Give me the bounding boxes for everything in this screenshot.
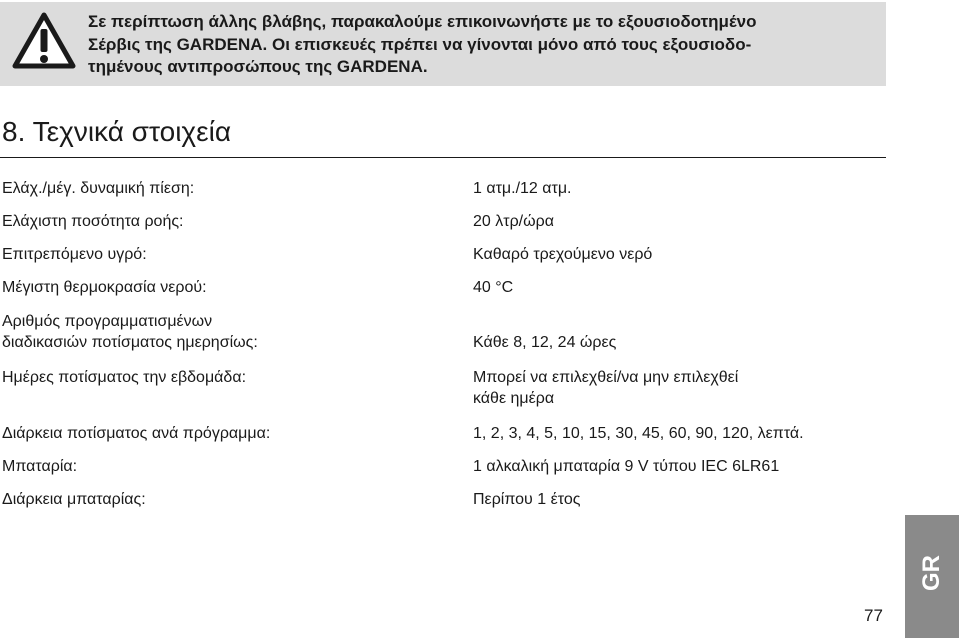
language-tab [905,515,959,638]
spec-label-watering-days: Ημέρες ποτίσματος την εβδομάδα: [2,369,247,386]
spec-label-programs-per-day: Αριθμός προγραμματισμένων διαδικασιών ποτίσματος ημερησίως: [2,313,258,351]
spec-value-battery-life: Περίπου 1 έτος [473,491,581,508]
spec-label-battery: Μπαταρία: [2,458,78,475]
spec-label-max-temperature: Μέγιστη θερμοκρασία νερού: [2,279,207,296]
spec-value-programs-per-day: Κάθε 8, 12, 24 ώρες [473,334,617,351]
language-tab-label: GR [918,555,945,591]
spec-value-min-flow: 20 λτρ/ώρα [473,213,554,230]
warning-notice [0,2,886,86]
warning-line: Σέρβις της GARDENA. Οι επισκευές πρέπει να γίνονται μόνο από τους εξουσιοδο- [88,34,752,54]
section-title: 8. Τεχνικά στοιχεία [2,116,232,147]
spec-value-battery: 1 αλκαλική μπαταρία 9 V τύπου IEC 6LR61 [473,458,780,475]
spec-value-watering-duration: 1, 2, 3, 4, 5, 10, 15, 30, 45, 60, 90, 120, λεπτά. [473,425,804,442]
spec-label-fluid: Επιτρεπόμενο υγρό: [2,246,147,263]
page-number: 77 [864,606,883,625]
spec-label-watering-duration: Διάρκεια ποτίσματος ανά πρόγραμμα: [2,425,271,442]
spec-value-watering-days: Μπορεί να επιλεχθεί/να μην επιλεχθεί κάθε ημέρα [473,369,739,407]
spec-label-battery-life: Διάρκεια μπαταρίας: [2,491,146,508]
spec-label-min-flow: Ελάχιστη ποσότητα ροής: [2,213,184,230]
warning-line: τημένους αντιπροσώπους της GARDENA. [88,57,428,76]
spec-value-pressure: 1 ατμ./12 ατμ. [473,180,572,197]
spec-value-fluid: Καθαρό τρεχούμενο νερό [473,246,653,263]
warning-text [88,11,878,79]
warning-triangle-icon [12,12,76,70]
spec-label-pressure: Ελάχ./μέγ. δυναμική πίεση: [2,180,195,197]
warning-line: Σε περίπτωση άλλης βλάβης, παρακαλούμε επικοινωνήστε με το εξουσιοδοτημένο [88,12,757,31]
spec-value-max-temperature: 40 °C [473,279,514,296]
title-divider [0,157,886,158]
